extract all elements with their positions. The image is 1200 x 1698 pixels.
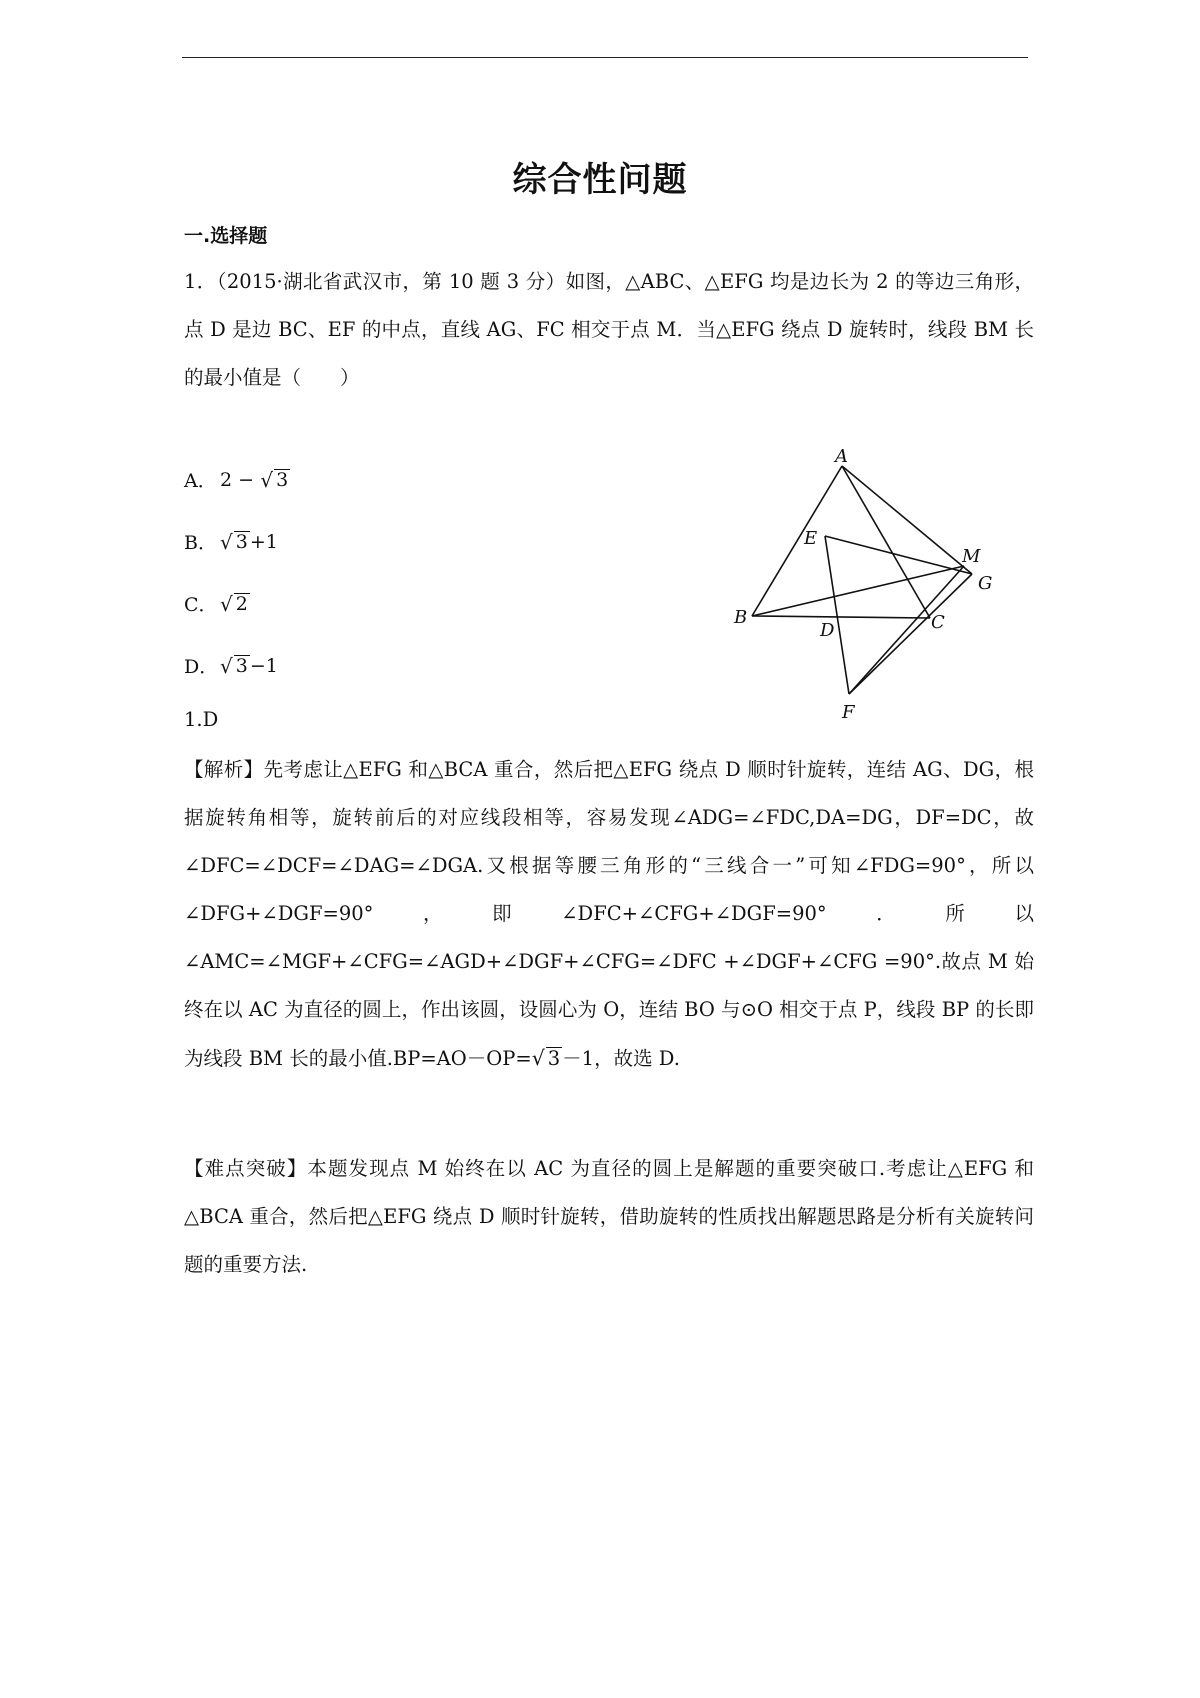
label-d: D (820, 620, 835, 641)
segment-ef (825, 536, 849, 694)
segment-ac (842, 466, 930, 618)
header-rule (182, 57, 1028, 58)
option-label: A． (184, 470, 217, 492)
difficulty-note: 【难点突破】本题发现点 M 始终在以 AC 为直径的圆上是解题的重要突破口.考虑让△EFG 和△BCA 重合，然后把△EFG 绕点 D 顺时针旋转，借助旋转的性质找出解题思路是分析有关旋转问题的重要方法. (184, 1157, 1034, 1276)
explanation-text: 【解析】先考虑让△EFG 和△BCA 重合，然后把△EFG 绕点 D 顺时针旋转，连结 AG、DG，根据旋转角相等，旋转前后的对应线段相等，容易发现∠ADG=∠FDC,DA=DG，DF=DC，故∠DFC=∠DCF=∠DAG=∠DGA.又根据等腰三角形的“三线合一”可知∠FDG=90°，所以∠DFG+∠DGF=90°，即∠DFC+∠CFG+∠DGF=90°．所以∠AMC=∠MGF+∠CFG=∠AGD+∠DGF+∠CFG=∠DFC +∠DGF+∠CFG =90°.故点 M 始终在以 AC 为直径的圆上，作出该圆，设圆心为 O，连结 BO 与⊙O 相交于点 P，线段 BP 的长即为线段 BM 长的最小值.BP=AO－OP= (184, 758, 1034, 1070)
option-d (184, 652, 278, 679)
label-f: F (842, 702, 855, 723)
option-suffix: +1 (249, 530, 278, 553)
option-c (184, 590, 250, 617)
radical-sign: √ (220, 591, 233, 616)
option-label: C． (184, 594, 218, 616)
option-radicand: 3 (235, 530, 248, 553)
segment-bc (752, 616, 930, 618)
answer-line: 1.D (184, 708, 219, 731)
label-g: G (978, 573, 993, 594)
option-radicand: 2 (235, 592, 248, 615)
option-radicand: 3 (276, 468, 289, 491)
option-suffix: −1 (249, 654, 278, 677)
radical-sign: √ (220, 529, 233, 554)
option-prefix: 2 − (220, 468, 255, 491)
label-b: B (734, 607, 748, 628)
explanation (184, 746, 1034, 1083)
option-radicand: 3 (235, 654, 248, 677)
section-heading: 一.选择题 (184, 225, 268, 247)
option-b (184, 528, 278, 555)
label-c: C (931, 612, 945, 633)
segment-fg (849, 574, 972, 694)
label-e: E (804, 528, 818, 549)
segment-fm (849, 566, 964, 694)
radical-sign: √ (531, 1046, 545, 1070)
option-label: D． (184, 656, 219, 678)
radical-sign: √ (254, 467, 274, 492)
label-m: M (962, 546, 981, 567)
radical-sign: √ (220, 653, 233, 678)
explanation-radicand: 3 (547, 1047, 561, 1070)
question-text: 1．（2015·湖北省武汉市，第 10 题 3 分）如图，△ABC、△EFG 均是边长为 2 的等边三角形，点 D 是边 BC、EF 的中点，直线 AG、FC 相交于点 M．当△EFG 绕点 D 旋转时，线段 BM 长的最小值是（ ） (184, 270, 1034, 389)
label-a: A (835, 446, 848, 467)
explanation-tail: －1，故选 D. (562, 1047, 680, 1070)
page-title: 综合性问题 (512, 160, 688, 200)
option-a (184, 466, 290, 493)
segment-bm (752, 566, 964, 616)
segment-ab (752, 466, 842, 616)
option-label: B． (184, 532, 217, 554)
geometry-figure (724, 446, 1024, 736)
